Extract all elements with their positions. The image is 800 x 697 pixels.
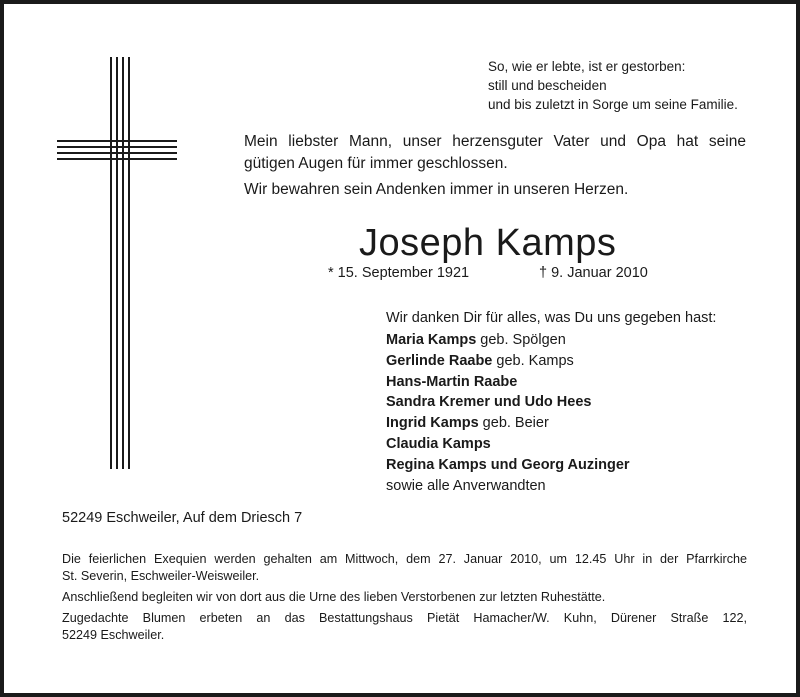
motto-line: still und bescheiden: [488, 78, 607, 93]
family-member: Gerlinde Raabe geb. Kamps: [386, 352, 574, 369]
deceased-name: Joseph Kamps: [359, 222, 617, 264]
motto-line: und bis zuletzt in Sorge um seine Familie.: [488, 97, 738, 112]
family-member: sowie alle Anverwandten: [386, 477, 546, 494]
intro-line: Wir bewahren sein Andenken immer in unseren Herzen.: [244, 181, 629, 198]
family-member: Regina Kamps und Georg Auzinger: [386, 456, 630, 473]
cross-icon: [57, 57, 177, 469]
blumen-note: Zugedachte Blumen erbeten an das Bestattungshaus Pietät Hamacher/W. Kuhn, Dürener Straße 122, 52249 Eschweiler.: [62, 611, 747, 642]
intro-line: Mein liebster Mann, unser herzensguter Vater und Opa hat seine: [244, 133, 746, 150]
intro-text: [244, 131, 746, 201]
family-member: Hans-Martin Raabe: [386, 373, 518, 390]
thanks-line: Wir danken Dir für alles, was Du uns gegeben hast:: [386, 310, 717, 326]
motto-line: So, wie er lebte, ist er gestorben:: [488, 59, 686, 74]
family-member: Sandra Kremer und Udo Hees: [386, 394, 592, 411]
motto: [488, 57, 738, 114]
intro-line: gütigen Augen für immer geschlossen.: [244, 155, 508, 172]
death-date: † 9. Januar 2010: [539, 265, 648, 281]
family-list: [386, 330, 630, 496]
birth-date: * 15. September 1921: [328, 265, 470, 281]
exequien-note: Die feierlichen Exequien werden gehalten am Mittwoch, dem 27. Januar 2010, um 12.45 Uhr in der Pfarrkirche St. Severin, Eschweiler-Weisweiler.: [62, 552, 747, 583]
urne-note: Anschließend begleiten wir von dort aus die Urne des lieben Verstorbenen zur letzten Ruhestätte.: [62, 590, 606, 604]
address: 52249 Eschweiler, Auf dem Driesch 7: [62, 510, 303, 526]
family-member: Maria Kamps geb. Spölgen: [386, 332, 566, 348]
funeral-notes: [62, 551, 747, 648]
family-member: Ingrid Kamps geb. Beier: [386, 415, 549, 432]
family-member: Claudia Kamps: [386, 435, 491, 452]
